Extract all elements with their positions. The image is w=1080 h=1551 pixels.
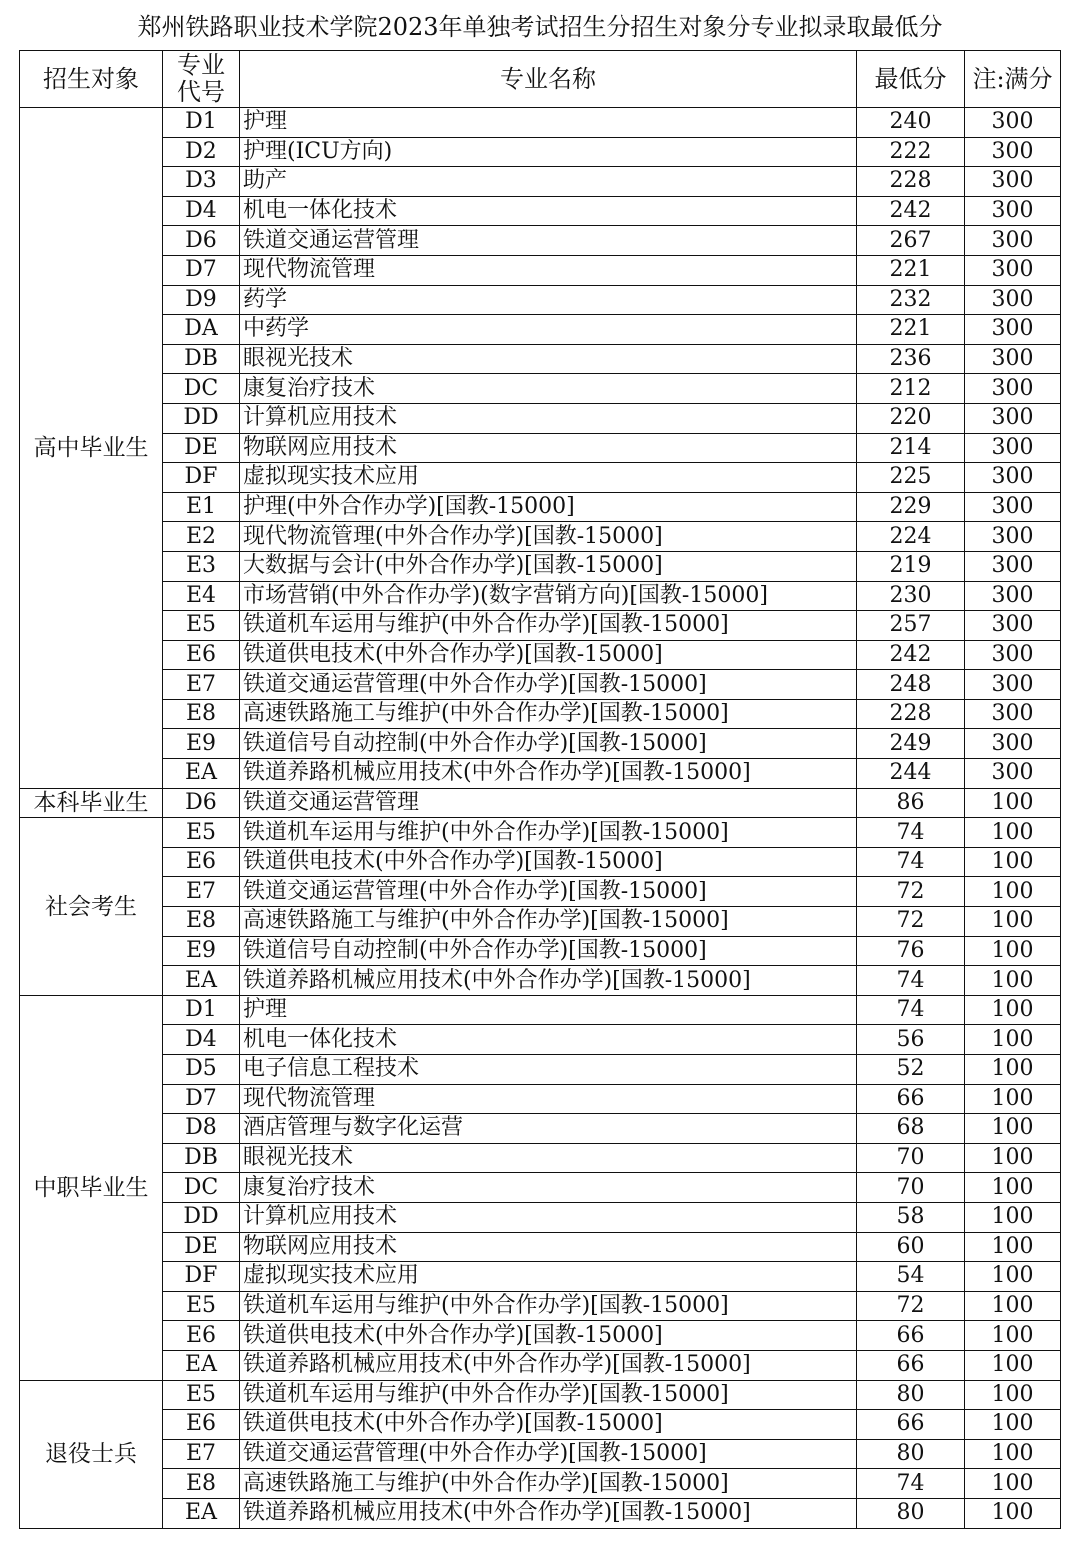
major-name: 康复治疗技术 (240, 374, 857, 404)
major-code: D4 (163, 1025, 240, 1055)
table-row (20, 907, 1061, 937)
min-score: 70 (857, 1143, 965, 1173)
major-code: E5 (163, 611, 240, 641)
full-score: 300 (965, 581, 1061, 611)
full-score: 100 (965, 1321, 1061, 1351)
major-name: 铁道供电技术(中外合作办学)[国教-15000] (240, 1410, 857, 1440)
min-score: 248 (857, 670, 965, 700)
table-row (20, 196, 1061, 226)
header-group: 招生对象 (20, 51, 163, 108)
major-code: E5 (163, 1291, 240, 1321)
major-code: E8 (163, 1469, 240, 1499)
min-score: 80 (857, 1439, 965, 1469)
group-label: 本科毕业生 (20, 788, 163, 818)
major-code: EA (163, 1350, 240, 1380)
table-row (20, 966, 1061, 996)
major-name: 电子信息工程技术 (240, 1055, 857, 1085)
full-score: 300 (965, 522, 1061, 552)
major-name: 铁道养路机械应用技术(中外合作办学)[国教-15000] (240, 759, 857, 789)
table-row (20, 611, 1061, 641)
table-row (20, 936, 1061, 966)
min-score: 76 (857, 936, 965, 966)
min-score: 70 (857, 1173, 965, 1203)
major-name: 护理 (240, 108, 857, 138)
min-score: 230 (857, 581, 965, 611)
full-score: 100 (965, 1202, 1061, 1232)
table-row (20, 344, 1061, 374)
major-name: 铁道供电技术(中外合作办学)[国教-15000] (240, 640, 857, 670)
major-code: E7 (163, 1439, 240, 1469)
full-score: 300 (965, 492, 1061, 522)
major-code: E6 (163, 847, 240, 877)
full-score: 300 (965, 433, 1061, 463)
full-score: 100 (965, 847, 1061, 877)
min-score: 66 (857, 1410, 965, 1440)
min-score: 221 (857, 255, 965, 285)
full-score: 300 (965, 344, 1061, 374)
major-code: E7 (163, 670, 240, 700)
table-row (20, 699, 1061, 729)
major-code: DE (163, 1232, 240, 1262)
table-row (20, 492, 1061, 522)
table-row (20, 670, 1061, 700)
full-score: 300 (965, 759, 1061, 789)
table-row (20, 729, 1061, 759)
major-name: 计算机应用技术 (240, 1202, 857, 1232)
min-score: 242 (857, 196, 965, 226)
table-row (20, 403, 1061, 433)
major-code: D9 (163, 285, 240, 315)
table-row (20, 137, 1061, 167)
header-code-line2: 代号 (177, 78, 225, 106)
major-name: 护理 (240, 995, 857, 1025)
min-score: 225 (857, 463, 965, 493)
min-score: 54 (857, 1262, 965, 1292)
full-score: 300 (965, 315, 1061, 345)
full-score: 100 (965, 818, 1061, 848)
major-code: DC (163, 374, 240, 404)
major-code: D1 (163, 995, 240, 1025)
major-name: 机电一体化技术 (240, 1025, 857, 1055)
full-score: 100 (965, 1232, 1061, 1262)
major-code: D2 (163, 137, 240, 167)
full-score: 100 (965, 877, 1061, 907)
table-row (20, 226, 1061, 256)
min-score: 56 (857, 1025, 965, 1055)
full-score: 100 (965, 1262, 1061, 1292)
major-code: E1 (163, 492, 240, 522)
group-label: 高中毕业生 (20, 108, 163, 789)
full-score: 300 (965, 403, 1061, 433)
major-code: DE (163, 433, 240, 463)
header-min-score: 最低分 (857, 51, 965, 108)
major-code: E6 (163, 1410, 240, 1440)
table-row (20, 1321, 1061, 1351)
table-row (20, 640, 1061, 670)
major-code: E5 (163, 818, 240, 848)
table-row (20, 788, 1061, 818)
major-name: 铁道信号自动控制(中外合作办学)[国教-15000] (240, 936, 857, 966)
min-score: 220 (857, 403, 965, 433)
full-score: 100 (965, 1055, 1061, 1085)
full-score: 100 (965, 1173, 1061, 1203)
full-score: 100 (965, 1410, 1061, 1440)
full-score: 100 (965, 1025, 1061, 1055)
major-name: 中药学 (240, 315, 857, 345)
min-score: 74 (857, 1469, 965, 1499)
major-name: 酒店管理与数字化运营 (240, 1114, 857, 1144)
min-score: 52 (857, 1055, 965, 1085)
min-score: 244 (857, 759, 965, 789)
min-score: 74 (857, 995, 965, 1025)
header-name: 专业名称 (240, 51, 857, 108)
major-name: 物联网应用技术 (240, 1232, 857, 1262)
major-code: D3 (163, 167, 240, 197)
major-name: 虚拟现实技术应用 (240, 463, 857, 493)
major-name: 大数据与会计(中外合作办学)[国教-15000] (240, 551, 857, 581)
major-name: 现代物流管理 (240, 1084, 857, 1114)
table-header-row (20, 51, 1061, 108)
major-code: D4 (163, 196, 240, 226)
min-score: 74 (857, 818, 965, 848)
full-score: 300 (965, 255, 1061, 285)
table-row (20, 167, 1061, 197)
major-name: 铁道交通运营管理(中外合作办学)[国教-15000] (240, 670, 857, 700)
group-label: 中职毕业生 (20, 995, 163, 1380)
major-name: 高速铁路施工与维护(中外合作办学)[国教-15000] (240, 907, 857, 937)
table-row (20, 1173, 1061, 1203)
min-score: 212 (857, 374, 965, 404)
min-score: 228 (857, 167, 965, 197)
min-score: 249 (857, 729, 965, 759)
major-name: 现代物流管理 (240, 255, 857, 285)
major-name: 机电一体化技术 (240, 196, 857, 226)
full-score: 100 (965, 907, 1061, 937)
min-score: 80 (857, 1498, 965, 1528)
full-score: 300 (965, 374, 1061, 404)
full-score: 100 (965, 1498, 1061, 1528)
major-name: 高速铁路施工与维护(中外合作办学)[国教-15000] (240, 1469, 857, 1499)
major-name: 虚拟现实技术应用 (240, 1262, 857, 1292)
major-name: 眼视光技术 (240, 1143, 857, 1173)
full-score: 300 (965, 640, 1061, 670)
min-score: 229 (857, 492, 965, 522)
major-name: 铁道机车运用与维护(中外合作办学)[国教-15000] (240, 818, 857, 848)
major-code: D7 (163, 255, 240, 285)
major-name: 康复治疗技术 (240, 1173, 857, 1203)
major-code: D6 (163, 788, 240, 818)
full-score: 100 (965, 1084, 1061, 1114)
full-score: 100 (965, 1380, 1061, 1410)
table-row (20, 551, 1061, 581)
major-code: DD (163, 1202, 240, 1232)
min-score: 222 (857, 137, 965, 167)
major-name: 铁道机车运用与维护(中外合作办学)[国教-15000] (240, 1380, 857, 1410)
major-name: 市场营销(中外合作办学)(数字营销方向)[国教-15000] (240, 581, 857, 611)
major-code: E4 (163, 581, 240, 611)
major-name: 铁道交通运营管理(中外合作办学)[国教-15000] (240, 1439, 857, 1469)
min-score: 214 (857, 433, 965, 463)
full-score: 100 (965, 1114, 1061, 1144)
major-code: EA (163, 759, 240, 789)
major-code: D1 (163, 108, 240, 138)
header-code-line1: 专业 (177, 51, 225, 79)
min-score: 224 (857, 522, 965, 552)
min-score: 66 (857, 1084, 965, 1114)
full-score: 100 (965, 788, 1061, 818)
major-name: 铁道机车运用与维护(中外合作办学)[国教-15000] (240, 611, 857, 641)
table-row (20, 1232, 1061, 1262)
table-row (20, 463, 1061, 493)
admission-score-table (19, 50, 1061, 1529)
major-code: D5 (163, 1055, 240, 1085)
major-code: E9 (163, 936, 240, 966)
major-code: D7 (163, 1084, 240, 1114)
full-score: 300 (965, 167, 1061, 197)
table-row (20, 1025, 1061, 1055)
table-row (20, 847, 1061, 877)
document-title: 郑州铁路职业技术学院2023年单独考试招生分招生对象分专业拟录取最低分 (137, 13, 943, 41)
full-score: 300 (965, 196, 1061, 226)
table-row (20, 877, 1061, 907)
full-score: 300 (965, 108, 1061, 138)
min-score: 236 (857, 344, 965, 374)
min-score: 66 (857, 1350, 965, 1380)
major-name: 铁道养路机械应用技术(中外合作办学)[国教-15000] (240, 1498, 857, 1528)
group-label: 社会考生 (20, 818, 163, 996)
full-score: 300 (965, 611, 1061, 641)
header-full-score: 注:满分 (965, 51, 1061, 108)
table-row (20, 1143, 1061, 1173)
min-score: 74 (857, 847, 965, 877)
full-score: 100 (965, 1143, 1061, 1173)
major-code: DF (163, 463, 240, 493)
min-score: 240 (857, 108, 965, 138)
full-score: 300 (965, 551, 1061, 581)
table-row (20, 581, 1061, 611)
min-score: 228 (857, 699, 965, 729)
min-score: 72 (857, 1291, 965, 1321)
major-code: E5 (163, 1380, 240, 1410)
table-row (20, 1262, 1061, 1292)
table-row (20, 995, 1061, 1025)
min-score: 232 (857, 285, 965, 315)
full-score: 300 (965, 285, 1061, 315)
full-score: 300 (965, 670, 1061, 700)
table-row (20, 522, 1061, 552)
major-name: 铁道供电技术(中外合作办学)[国教-15000] (240, 1321, 857, 1351)
major-name: 高速铁路施工与维护(中外合作办学)[国教-15000] (240, 699, 857, 729)
major-code: DB (163, 1143, 240, 1173)
major-code: E7 (163, 877, 240, 907)
table-row (20, 1350, 1061, 1380)
full-score: 300 (965, 699, 1061, 729)
min-score: 72 (857, 877, 965, 907)
min-score: 267 (857, 226, 965, 256)
major-name: 眼视光技术 (240, 344, 857, 374)
major-name: 铁道养路机械应用技术(中外合作办学)[国教-15000] (240, 1350, 857, 1380)
full-score: 100 (965, 1350, 1061, 1380)
major-name: 护理(中外合作办学)[国教-15000] (240, 492, 857, 522)
table-row (20, 1469, 1061, 1499)
min-score: 80 (857, 1380, 965, 1410)
table-row (20, 255, 1061, 285)
table-row (20, 1114, 1061, 1144)
table-row (20, 433, 1061, 463)
major-name: 铁道交通运营管理(中外合作办学)[国教-15000] (240, 877, 857, 907)
full-score: 100 (965, 936, 1061, 966)
table-row (20, 759, 1061, 789)
major-code: E9 (163, 729, 240, 759)
min-score: 72 (857, 907, 965, 937)
major-code: E6 (163, 1321, 240, 1351)
full-score: 300 (965, 226, 1061, 256)
min-score: 58 (857, 1202, 965, 1232)
min-score: 219 (857, 551, 965, 581)
major-code: EA (163, 1498, 240, 1528)
major-code: EA (163, 966, 240, 996)
major-name: 铁道信号自动控制(中外合作办学)[国教-15000] (240, 729, 857, 759)
major-code: DF (163, 1262, 240, 1292)
major-code: D6 (163, 226, 240, 256)
major-code: DC (163, 1173, 240, 1203)
table-row (20, 1084, 1061, 1114)
full-score: 100 (965, 1469, 1061, 1499)
major-name: 铁道供电技术(中外合作办学)[国教-15000] (240, 847, 857, 877)
major-name: 物联网应用技术 (240, 433, 857, 463)
major-code: D8 (163, 1114, 240, 1144)
major-name: 药学 (240, 285, 857, 315)
major-code: DA (163, 315, 240, 345)
table-row (20, 1498, 1061, 1528)
table-row (20, 315, 1061, 345)
full-score: 100 (965, 1291, 1061, 1321)
table-row (20, 1202, 1061, 1232)
table-row (20, 1380, 1061, 1410)
table-row (20, 1439, 1061, 1469)
major-code: E6 (163, 640, 240, 670)
major-name: 铁道交通运营管理 (240, 788, 857, 818)
major-code: E2 (163, 522, 240, 552)
min-score: 66 (857, 1321, 965, 1351)
full-score: 300 (965, 137, 1061, 167)
min-score: 68 (857, 1114, 965, 1144)
table-row (20, 374, 1061, 404)
full-score: 300 (965, 463, 1061, 493)
full-score: 100 (965, 995, 1061, 1025)
table-row (20, 818, 1061, 848)
major-name: 铁道养路机械应用技术(中外合作办学)[国教-15000] (240, 966, 857, 996)
major-code: E8 (163, 699, 240, 729)
min-score: 257 (857, 611, 965, 641)
full-score: 100 (965, 966, 1061, 996)
table-row (20, 1291, 1061, 1321)
min-score: 74 (857, 966, 965, 996)
table-body (20, 108, 1061, 1529)
major-name: 护理(ICU方向) (240, 137, 857, 167)
major-name: 计算机应用技术 (240, 403, 857, 433)
group-label: 退役士兵 (20, 1380, 163, 1528)
min-score: 221 (857, 315, 965, 345)
table-row (20, 1055, 1061, 1085)
major-name: 现代物流管理(中外合作办学)[国教-15000] (240, 522, 857, 552)
full-score: 300 (965, 729, 1061, 759)
min-score: 86 (857, 788, 965, 818)
table-row (20, 108, 1061, 138)
major-name: 助产 (240, 167, 857, 197)
header-code (163, 51, 240, 108)
min-score: 242 (857, 640, 965, 670)
major-name: 铁道机车运用与维护(中外合作办学)[国教-15000] (240, 1291, 857, 1321)
full-score: 100 (965, 1439, 1061, 1469)
major-code: E8 (163, 907, 240, 937)
major-code: E3 (163, 551, 240, 581)
min-score: 60 (857, 1232, 965, 1262)
major-name: 铁道交通运营管理 (240, 226, 857, 256)
major-code: DB (163, 344, 240, 374)
table-row (20, 285, 1061, 315)
table-row (20, 1410, 1061, 1440)
major-code: DD (163, 403, 240, 433)
